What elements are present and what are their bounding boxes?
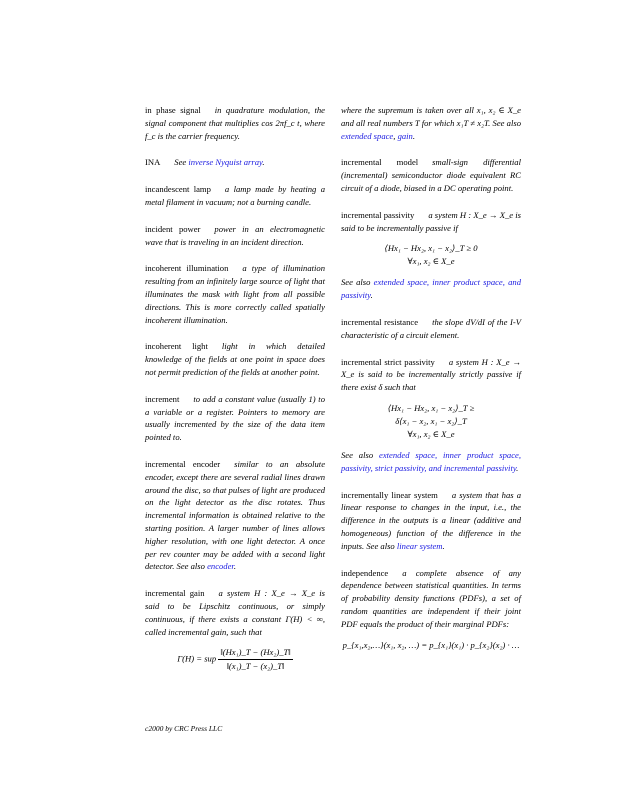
entry-incoherent-light	[145, 340, 325, 378]
entry-definition: the slope dV/dI of the I-V characteristic of a circuit element.	[341, 316, 521, 340]
left-column	[145, 104, 325, 687]
equation-lhs: Γ(H) = sup	[177, 653, 217, 664]
entry-ina: INA See inverse Nyquist array.	[145, 157, 265, 168]
entry-term: incremental resistance	[341, 316, 419, 327]
entry-incident-power	[145, 223, 325, 249]
entry-supremum-continuation: where the supremum is taken over all x₁, x₂ ∈ X_e and all real numbers T for which x₁T ≠ x₂T. See also extended space, gain.	[341, 105, 521, 141]
entry-definition: a complete absence of any dependence between statistical quantities. In terms of probability density functions (PDFs), a set of random quantities are independent if their joint PDF equals the product of their marginal PDFs:	[341, 567, 521, 629]
link-extended-space[interactable]: extended space	[373, 277, 427, 288]
equation-fraction	[218, 646, 292, 673]
entry-term: incrementally linear system	[341, 489, 438, 500]
equation-denominator: ‖(x₁)_T − (x₂)_T‖	[226, 661, 285, 672]
independence-equation: p_{x₁,x₂,…}(x₁, x₂, …) = p_{x₁}(x₁) · p_{x₂}(x₂) · …	[342, 639, 520, 650]
entry-term: incoherent illumination	[145, 263, 229, 274]
equation-line: ⟨Hx₁ − Hx₂, x₁ − x₂⟩_T ≥ 0	[384, 243, 478, 254]
entry-definition: a system H : X_e → X_e is said to be incrementally passive if	[341, 209, 521, 233]
equation-line: δ⟨x₁ − x₂, x₁ − x₂⟩_T	[395, 415, 467, 426]
link-incremental-passivity[interactable]: and incremental passivity	[428, 462, 517, 473]
entry-definition: a system H : X_e → X_e is said to be incrementally strictly passive if there exist δ such that	[341, 356, 521, 393]
entry-definition: a system H : X_e → X_e is said to be Lipschitz continuous, or simply continuous, if there exists a constant Γ(H) < ∞, called incremental gain, such that	[145, 588, 325, 637]
entry-definition: where the supremum is taken over all x₁, x₂ ∈ X_e and all real numbers T for which x₁T ≠ x₂T.	[341, 105, 521, 128]
entry-term: incandescent lamp	[145, 184, 211, 195]
entry-incoherent-illumination	[145, 262, 325, 326]
entry-incremental-strict-passivity: incremental strict passivity a system H : X_e → X_e is said to be incrementally strictly passive if there exist δ such that ⟨Hx₁ − Hx₂, x₁ − x₂⟩_T ≥ δ⟨x₁ − x₂, x₁ − x₂⟩_T ∀x₁, x₂ ∈ X_e See also extended space, inner product space, passivity, strict passivity, and incremental passivity.	[341, 356, 522, 473]
entry-definition: a lamp made by heating a metal filament in vacuum; not a burning candle.	[145, 184, 325, 207]
see-also-label: See also	[341, 277, 371, 288]
entry-definition: light in which detailed knowledge of the fields at one point in space does not permit prediction of the fields at another point.	[145, 341, 325, 377]
entry-definition: similar to an absolute encoder, except there are several radial lines drawn around the disc, so that pulses of light are produced on the light detector as the disc rotates. Thus incremental information is obtained relative to the starting position. A larger number of lines allows higher resolution, with one light detector. A once per rev counter may be added with a second light detector.	[145, 458, 326, 572]
equation-line: ⟨Hx₁ − Hx₂, x₁ − x₂⟩_T ≥	[387, 402, 475, 413]
link-gain[interactable]: gain	[397, 130, 413, 141]
right-column	[341, 104, 521, 666]
link-encoder[interactable]: encoder	[207, 561, 234, 572]
see-also-label: See also	[492, 117, 521, 128]
entry-incremental-gain	[145, 587, 325, 673]
entry-term: increment	[145, 393, 180, 404]
link-inner-product-space[interactable]: inner product space	[432, 277, 503, 288]
entry-term: in phase signal	[145, 105, 201, 115]
incremental-gain-equation	[145, 646, 325, 673]
copyright-footer: c2000 by CRC Press LLC	[145, 724, 223, 733]
entry-term: incremental encoder	[145, 458, 221, 469]
entry-in-phase-signal	[145, 104, 325, 142]
entry-incandescent-lamp	[145, 183, 325, 209]
entry-definition: in quadrature modulation, the signal component that multiplies cos 2πf_c t, where f_c is the carrier frequency.	[145, 105, 325, 141]
see-also-label: See also	[366, 540, 395, 551]
entry-term: incoherent light	[145, 341, 208, 352]
equation-numerator: ‖(Hx₁)_T − (Hx₂)_T‖	[218, 646, 292, 660]
equation-line: ∀x₁, x₂ ∈ X_e	[407, 256, 455, 267]
strict-passivity-equation	[341, 402, 521, 441]
entry-definition: small-sign differential (incremental) semiconductor diode equivalent RC circuit of a diode, biased in a DC operating point.	[341, 157, 521, 193]
equation-line: ∀x₁, x₂ ∈ X_e	[407, 428, 455, 439]
entry-incremental-encoder: incremental encoder similar to an absolute encoder, except there are several radial lines drawn around the disc, so that pulses of light are produced on the light detector as the disc rotates. Thus incremental information is obtained relative to the starting position. A larger number of lines allows higher resolution, with one light detector. A once per rev counter may be added with a second light detector. See also encoder.	[145, 458, 326, 572]
link-linear-system[interactable]: linear system	[396, 540, 443, 551]
entry-term: incremental strict passivity	[341, 356, 435, 367]
entry-increment	[145, 393, 325, 444]
link-extended-space[interactable]: extended space	[379, 449, 435, 460]
link-inner-product-space[interactable]: inner product space	[443, 449, 519, 460]
entry-incremental-model	[341, 156, 521, 194]
link-strict-passivity[interactable]: strict passivity	[374, 462, 425, 473]
entry-incremental-resistance	[341, 316, 521, 342]
link-passivity[interactable]: and passivity	[341, 277, 521, 301]
entry-term: incremental model	[341, 157, 419, 168]
entry-incremental-passivity: incremental passivity a system H : X_e → X_e is said to be incrementally passive if ⟨Hx₁ − Hx₂, x₁ − x₂⟩_T ≥ 0 ∀x₁, x₂ ∈ X_e See also extended space, inner product space, and passivity.	[341, 209, 521, 301]
entry-definition: a system that has a linear response to changes in the input, i.e., the difference in the outputs is a linear (additive and homogeneous) function of the difference in the inputs.	[341, 489, 522, 551]
entry-definition: a type of illumination resulting from an infinitely large source of light that illuminates the mask with light from all possible directions. This is more correctly called spatially incoherent illumination.	[145, 263, 325, 325]
entry-definition: to add a constant value (usually 1) to a variable or a register. Pointers to memory are usually incremented by the size of the data item pointed to.	[145, 393, 325, 443]
link-inverse-nyquist-array[interactable]: inverse Nyquist array	[188, 157, 263, 168]
entry-definition: power in an electromagnetic wave that is traveling in an incident direction.	[145, 223, 325, 247]
link-passivity[interactable]: passivity	[341, 462, 371, 473]
entry-term: incremental gain	[145, 588, 205, 599]
see-also-label: See also	[176, 561, 205, 572]
entry-term: INA	[145, 157, 161, 168]
link-extended-space[interactable]: extended space	[341, 130, 394, 141]
see-also-label: See also	[341, 449, 374, 460]
incremental-passivity-equation	[341, 242, 521, 268]
entry-term: incremental passivity	[341, 209, 415, 220]
entry-independence	[341, 567, 521, 652]
entry-incrementally-linear-system: incrementally linear system a system that has a linear response to changes in the input, i.e., the difference in the outputs is a linear (additive and homogeneous) function of the difference in the inputs. See also linear system.	[341, 489, 522, 551]
entry-term: incident power	[145, 223, 201, 234]
entry-term: independence	[341, 567, 389, 578]
see-label: See	[174, 157, 187, 168]
